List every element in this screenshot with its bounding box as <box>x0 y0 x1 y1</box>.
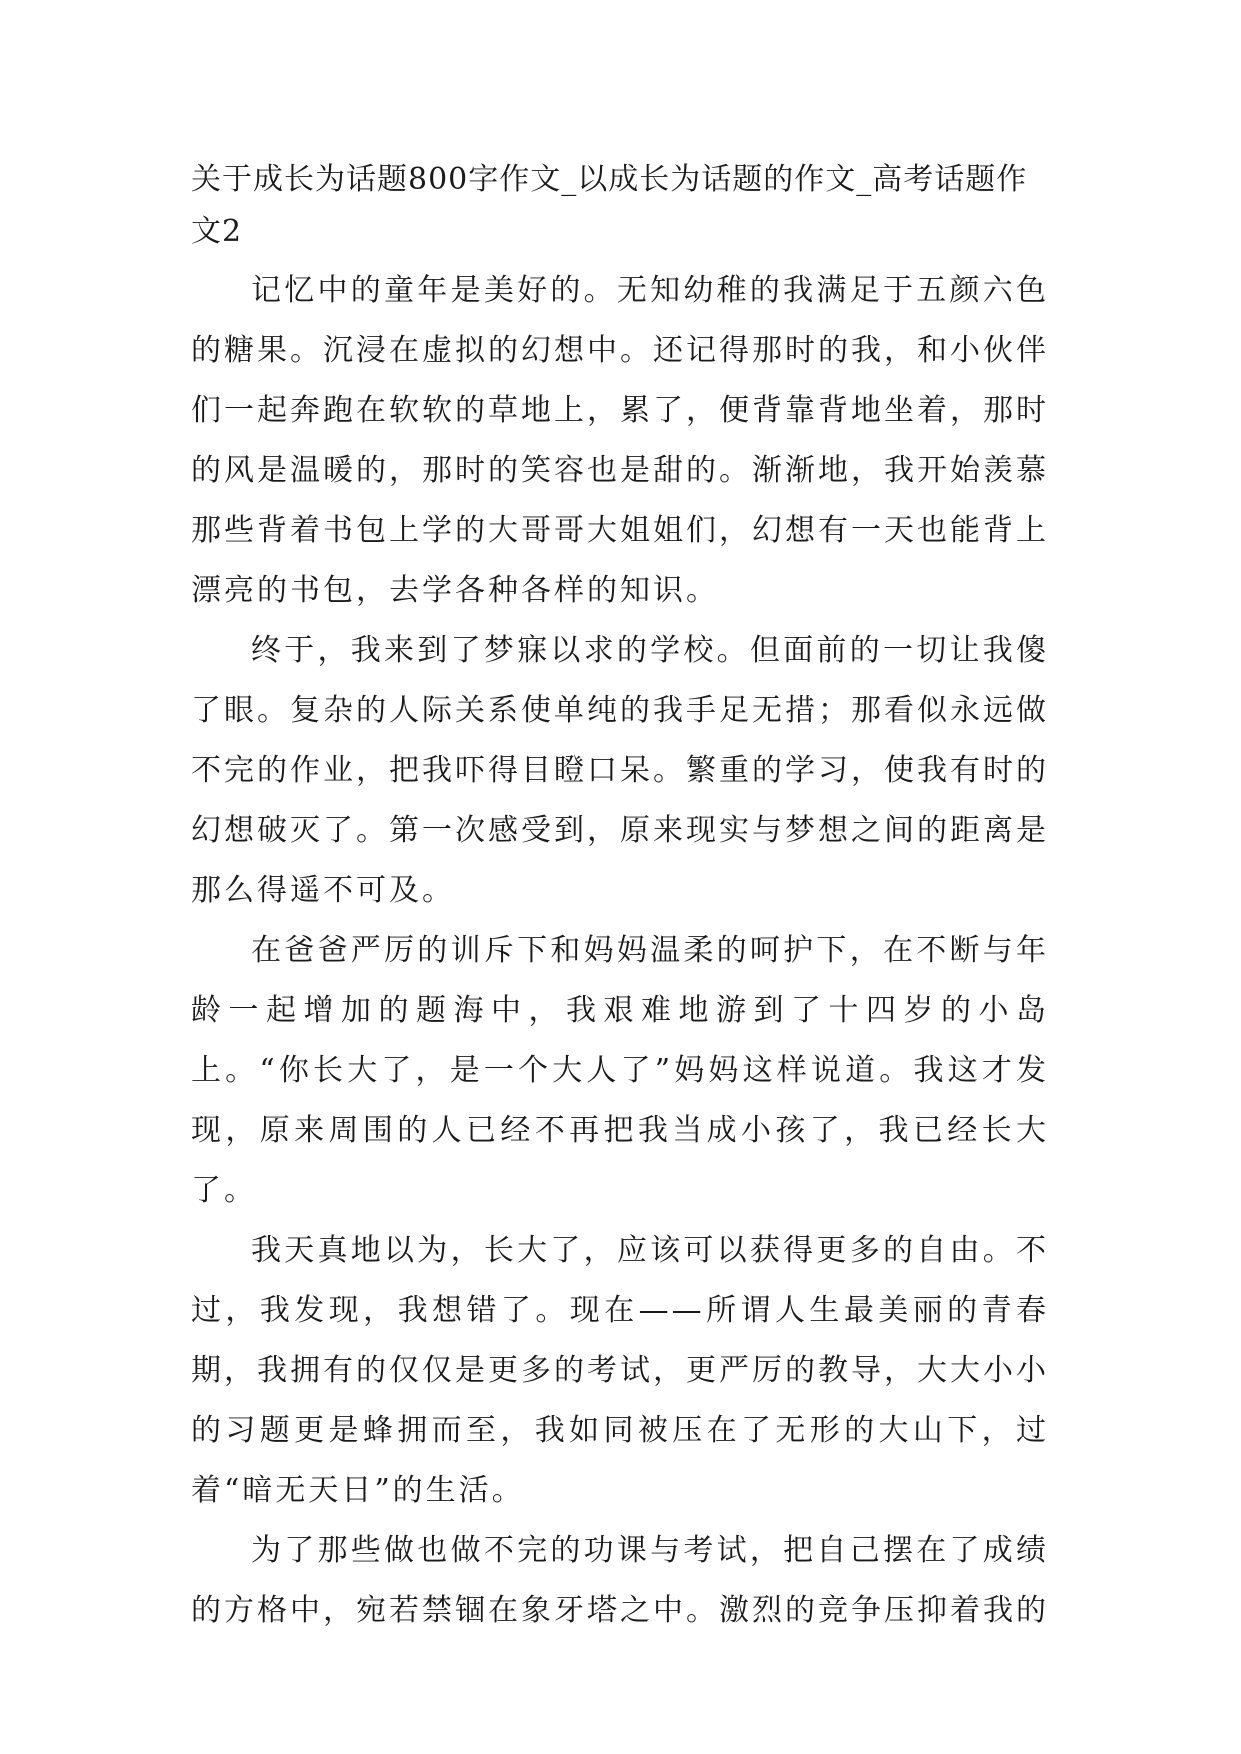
paragraph: 我天真地以为，长大了，应该可以获得更多的自由。不过，我发现，我想错了。现在——所谓人生最美丽的青春期，我拥有的仅仅是更多的考试，更严厉的教导，大大小小的习题更是蜂拥而至，我如同被压在了无形的大山下，过着“暗无天日”的生活。 <box>191 1233 1049 1508</box>
paragraph: 终于，我来到了梦寐以求的学校。但面前的一切让我傻了眼。复杂的人际关系使单纯的我手足无措；那看似永远做不完的作业，把我吓得目瞪口呆。繁重的学习，使我有时的幻想破灭了。第一次感受到，原来现实与梦想之间的距离是那么得遥不可及。 <box>191 633 1049 908</box>
document-body <box>191 154 1049 1641</box>
paragraph-list <box>191 261 1049 1641</box>
paragraph: 为了那些做也做不完的功课与考试，把自己摆在了成绩的方格中，宛若禁锢在象牙塔之中。激烈的竞争压抑着我的 <box>191 1533 1049 1628</box>
paragraph: 在爸爸严厉的训斥下和妈妈温柔的呵护下，在不断与年龄一起增加的题海中，我艰难地游到了十四岁的小岛上。“你长大了，是一个大人了”妈妈这样说道。我这才发现，原来周围的人已经不再把我当成小孩了，我已经长大了。 <box>191 933 1049 1208</box>
paragraph: 记忆中的童年是美好的。无知幼稚的我满足于五颜六色的糖果。沉浸在虚拟的幻想中。还记得那时的我，和小伙伴们一起奔跑在软软的草地上，累了，便背靠背地坐着，那时的风是温暖的，那时的笑容也是甜的。渐渐地，我开始羡慕那些背着书包上学的大哥哥大姐姐们，幻想有一天也能背上漂亮的书包，去学各种各样的知识。 <box>191 273 1049 608</box>
document-title: 关于成长为话题800字作文_以成长为话题的作文_高考话题作文2 <box>191 162 1028 249</box>
